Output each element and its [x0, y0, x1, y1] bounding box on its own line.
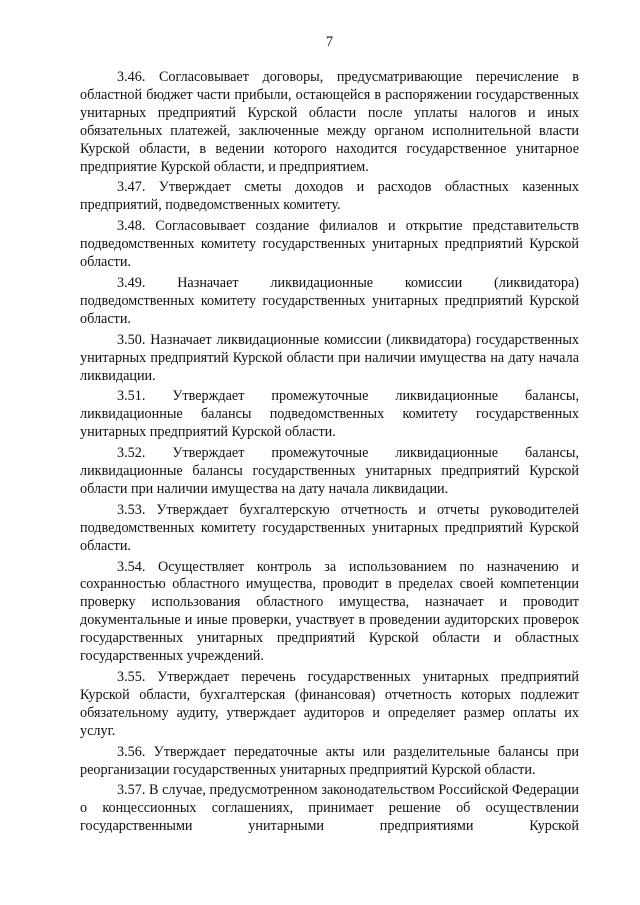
paragraph-3-56: 3.56. Утверждает передаточные акты или разделительные балансы при реорганизации государственных унитарных предприятий Курской области. — [80, 743, 579, 778]
paragraph-3-51: 3.51. Утверждает промежуточные ликвидационные балансы, ликвидационные балансы подведомственных комитету государственных унитарных предприятий Курской области. — [80, 388, 579, 441]
paragraph-3-54: 3.54. Осуществляет контроль за использованием по назначению и сохранностью областного имущества, проводит в пределах своей компетенции проверку использования областного имущества, назначает и проводит документальные и иные проверки, участвует в проведении аудиторских проверок государственных унитарных предприятий Курской области и областных государственных учреждений. — [80, 558, 579, 665]
paragraph-3-55: 3.55. Утверждает перечень государственных унитарных предприятий Курской области, бухгалтерская (финансовая) отчетность которых подлежит обязательному аудиту, утверждает аудиторов и определяет размер оплаты их услуг. — [80, 669, 579, 739]
paragraph-list — [80, 69, 579, 836]
page-number: 7 — [325, 34, 334, 50]
paragraph-3-53: 3.53. Утверждает бухгалтерскую отчетность и отчеты руководителей подведомственных комитету государственных унитарных предприятий Курской области. — [80, 501, 579, 554]
paragraph-3-47: 3.47. Утверждает сметы доходов и расходов областных казенных предприятий, подведомственных комитету. — [80, 179, 579, 214]
paragraph-3-52: 3.52. Утверждает промежуточные ликвидационные балансы, ликвидационные балансы государственных унитарных предприятий Курской области при наличии имущества на дату начала ликвидации. — [80, 445, 579, 497]
paragraph-3-46: 3.46. Согласовывает договоры, предусматривающие перечисление в областной бюджет части прибыли, остающейся в распоряжении государственных унитарных предприятий Курской области после уплаты налогов и иных обязательных платежей, заключенные между органом исполнительной власти Курской области, в ведении которого находится государственное унитарное предприятие Курской области, и предприятием. — [80, 69, 579, 175]
paragraph-3-49: 3.49. Назначает ликвидационные комиссии (ликвидатора) подведомственных комитету государственных унитарных предприятий Курской области. — [80, 274, 579, 327]
paragraph-3-48: 3.48. Согласовывает создание филиалов и открытие представительств подведомственных комитету государственных унитарных предприятий Курской области. — [80, 218, 579, 271]
paragraph-3-57: 3.57. В случае, предусмотренном законодательством Российской Федерации о концессионных соглашениях, принимает решение об осуществлении государственными унитарными предприятиями Курской — [80, 782, 579, 835]
paragraph-3-50: 3.50. Назначает ликвидационные комиссии (ликвидатора) государственных унитарных предприятий Курской области при наличии имущества на дату начала ликвидации. — [80, 331, 579, 384]
